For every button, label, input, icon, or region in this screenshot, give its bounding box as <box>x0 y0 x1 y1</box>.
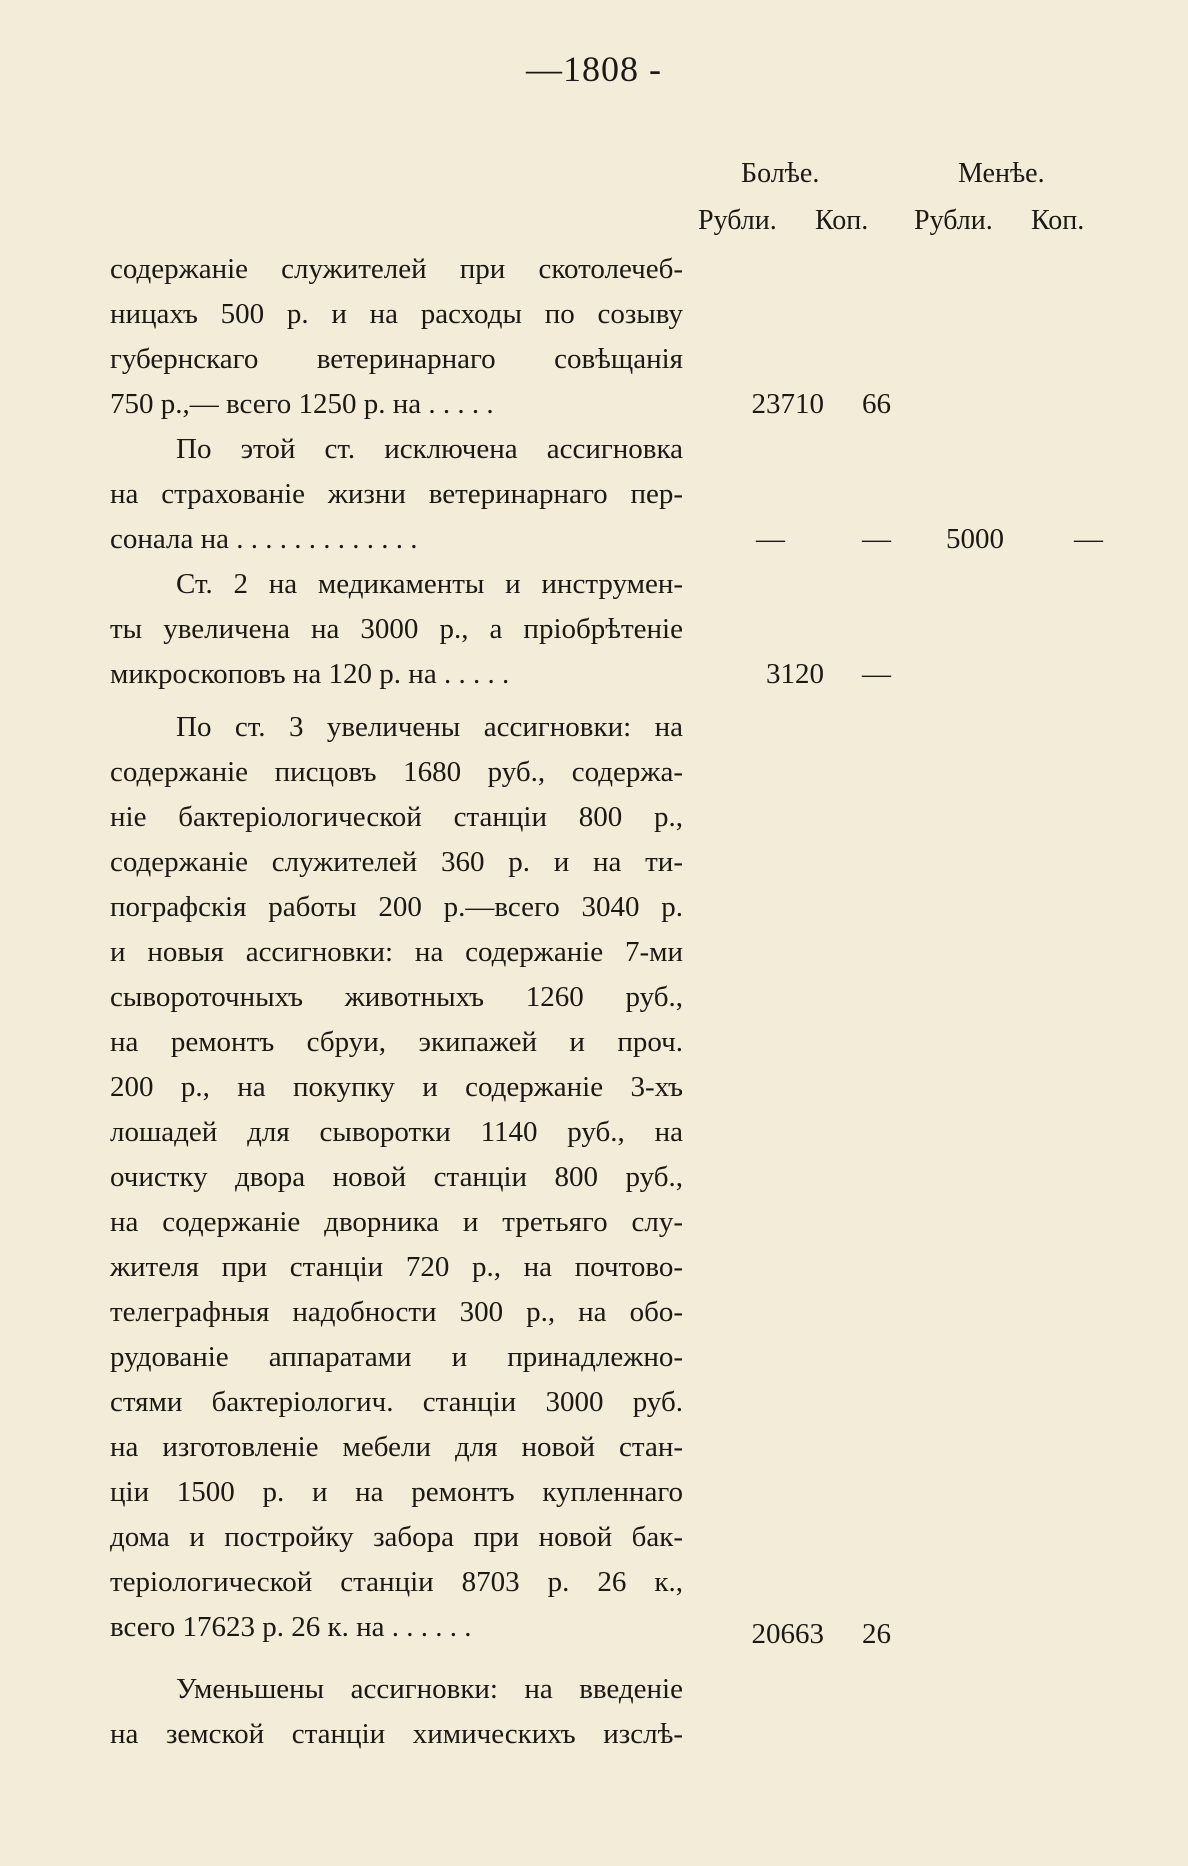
column-header-kopecks-less: Коп. <box>1031 205 1085 236</box>
text-line: ціи 1500 р. и на ремонтъ купленнаго <box>110 1476 683 1508</box>
text-line: Ст. 2 на медикаменты и инструмен- <box>176 568 683 600</box>
text-line: на земской станціи химическихъ изслѣ- <box>110 1718 683 1750</box>
text-line: жителя при станціи 720 р., на почтово- <box>110 1251 683 1283</box>
text-line: на изготовленіе мебели для новой стан- <box>110 1431 683 1463</box>
text-line: лошадей для сыворотки 1140 руб., на <box>110 1116 683 1148</box>
text-line: содержаніе служителей при скотолечеб- <box>110 253 683 285</box>
text-line: стями бактеріологич. станціи 3000 руб. <box>110 1386 683 1418</box>
amount-kopecks: 26 <box>862 1618 891 1650</box>
text-line: дома и постройку забора при новой бак- <box>110 1521 683 1553</box>
text-line: на ремонтъ сбруи, экипажей и проч. <box>110 1026 683 1058</box>
amount-kopecks: — <box>862 523 891 555</box>
text-line: 200 р., на покупку и содержаніе 3-хъ <box>110 1071 683 1103</box>
text-line: пографскія работы 200 р.—всего 3040 р. <box>110 891 683 923</box>
amount-rubles-less: 5000 <box>946 523 1004 555</box>
text-line: 750 р.,— всего 1250 р. на . . . . . <box>110 388 494 420</box>
text-line: на страхованіе жизни ветеринарнаго пер- <box>110 478 683 510</box>
text-line: микроскоповъ на 120 р. на . . . . . <box>110 658 510 690</box>
text-line: губернскаго ветеринарнаго совѣщанія <box>110 343 683 375</box>
text-line: ты увеличена на 3000 р., а пріобрѣтеніе <box>110 613 683 645</box>
amount-rubles: 20663 <box>751 1618 824 1650</box>
column-header-rubles-less: Рубли. <box>914 205 993 236</box>
amount-kopecks: — <box>862 658 891 690</box>
amount-rubles: — <box>756 523 785 555</box>
text-line: По ст. 3 увеличены ассигновки: на <box>176 711 683 743</box>
amount-kopecks-less: — <box>1074 523 1103 555</box>
text-line: содержаніе писцовъ 1680 руб., содержа- <box>110 756 683 788</box>
column-header-rubles-more: Рубли. <box>698 205 777 236</box>
text-line: на содержаніе дворника и третьяго слу- <box>110 1206 683 1238</box>
text-line: содержаніе служителей 360 р. и на ти- <box>110 846 683 878</box>
text-line: сывороточныхъ животныхъ 1260 руб., <box>110 981 683 1013</box>
text-line: По этой ст. исключена ассигновка <box>176 433 683 465</box>
text-line: теріологической станціи 8703 р. 26 к., <box>110 1566 683 1598</box>
amount-rubles: 23710 <box>751 388 824 420</box>
column-header-more: Болѣе. <box>741 158 820 189</box>
text-line: ніе бактеріологической станціи 800 р., <box>110 801 683 833</box>
text-line: рудованіе аппаратами и принадлежно- <box>110 1341 683 1373</box>
page-number: —1808 - <box>526 49 662 89</box>
text-line: ницахъ 500 р. и на расходы по созыву <box>110 298 683 330</box>
column-header-kopecks-more: Коп. <box>815 205 869 236</box>
text-line: всего 17623 р. 26 к. на . . . . . . <box>110 1611 472 1643</box>
text-line: телеграфныя надобности 300 р., на обо- <box>110 1296 683 1328</box>
text-line: сонала на . . . . . . . . . . . . . <box>110 523 418 555</box>
text-line: очистку двора новой станціи 800 руб., <box>110 1161 683 1193</box>
amount-rubles: 3120 <box>766 658 824 690</box>
text-line: и новыя ассигновки: на содержаніе 7-ми <box>110 936 683 968</box>
column-header-less: Менѣе. <box>958 158 1045 189</box>
amount-kopecks: 66 <box>862 388 891 420</box>
text-line: Уменьшены ассигновки: на введеніе <box>176 1673 683 1705</box>
